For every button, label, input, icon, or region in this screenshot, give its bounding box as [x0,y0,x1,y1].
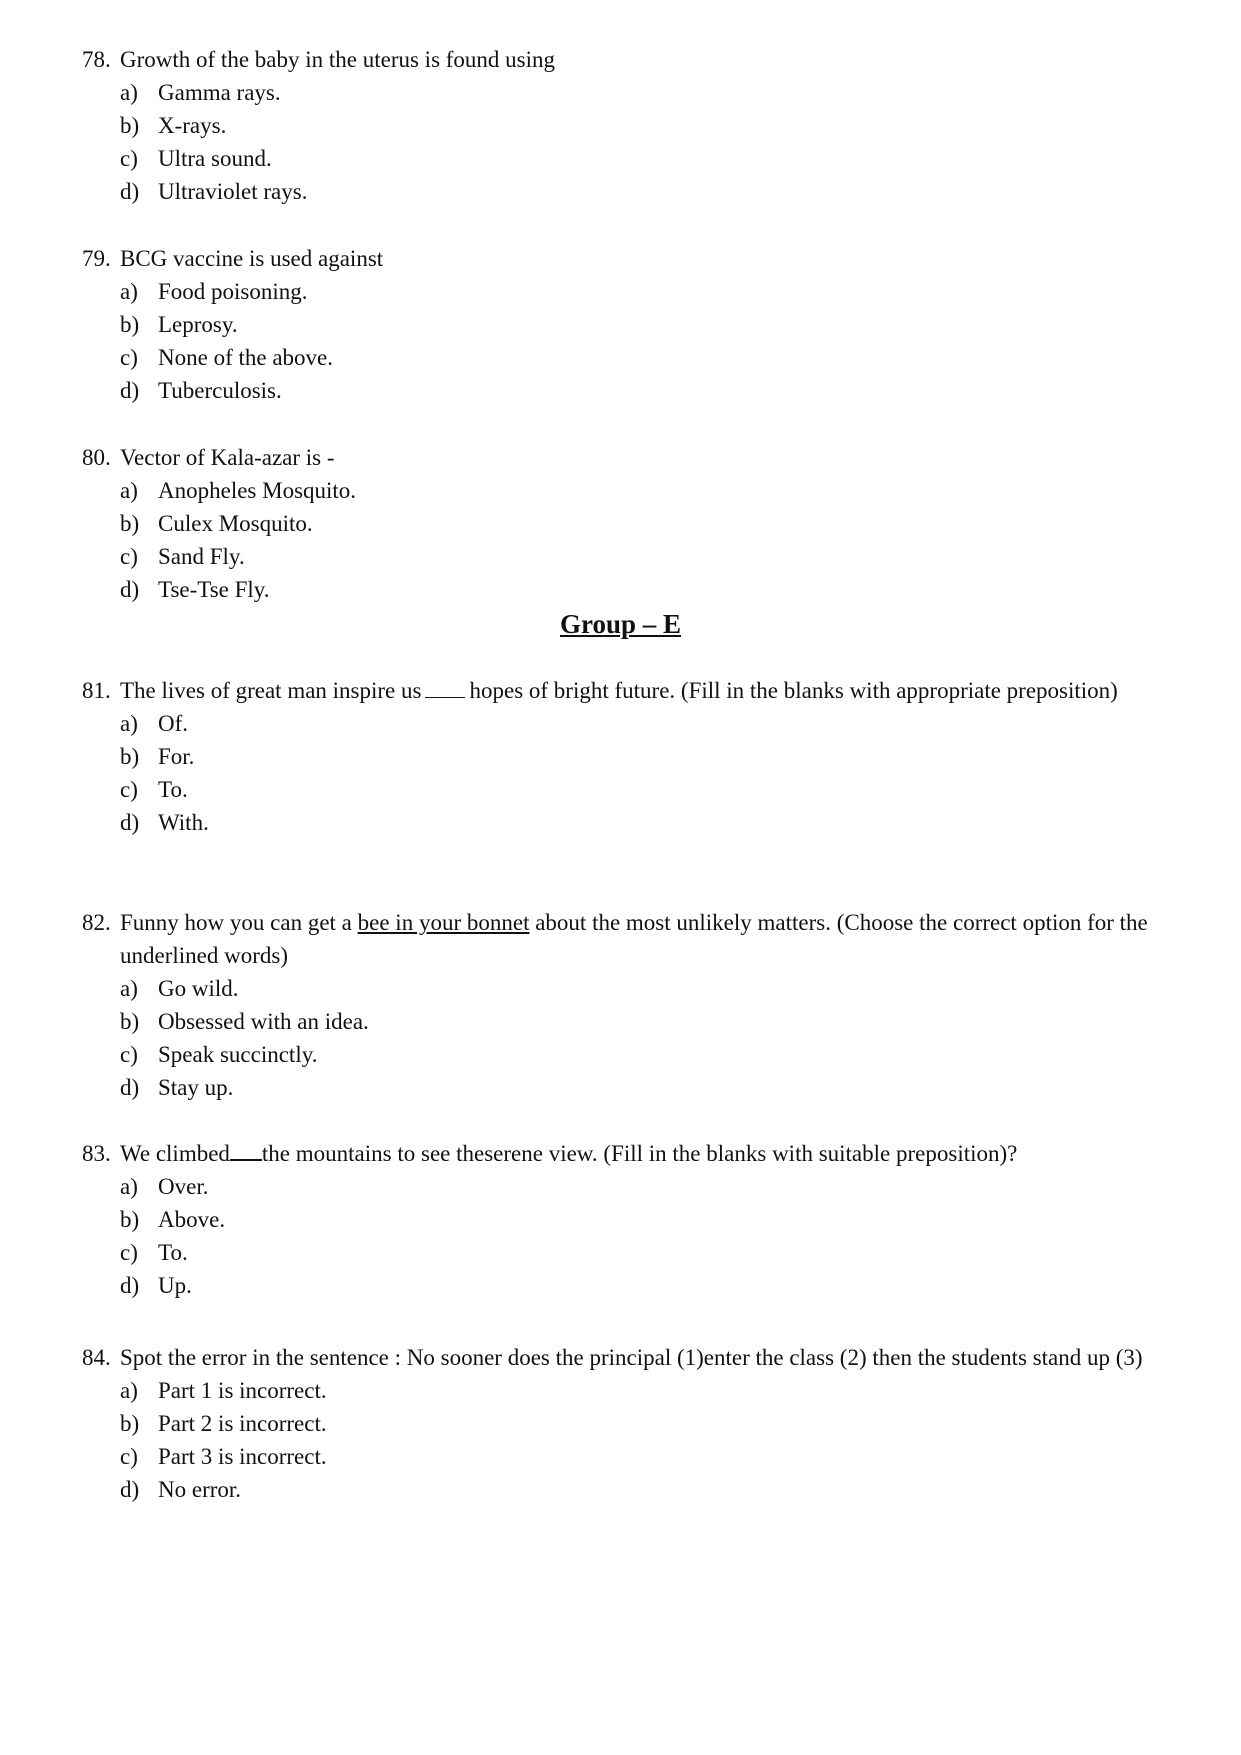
option-text: Speak succinctly. [158,1042,318,1067]
option-d [120,1269,1162,1302]
question-82 [82,906,1162,1104]
option-b [120,1407,1162,1440]
option-text: Part 3 is incorrect. [158,1444,327,1469]
option-text: Go wild. [158,976,239,1001]
option-text: Part 1 is incorrect. [158,1378,327,1403]
option-text: Up. [158,1273,192,1298]
option-letter: b) [120,1009,140,1034]
option-text: Over. [158,1174,209,1199]
option-c [120,1038,1162,1071]
option-text: To. [158,1240,188,1265]
option-text: Food poisoning. [158,279,308,304]
question-text-before: Funny how you can get a [120,910,352,935]
option-text: Above. [158,1207,226,1232]
question-text: Spot the error in the sentence : No sooner does the principal (1)enter the class (2) then the students stand up (3) [120,1345,1143,1370]
option-letter: d) [120,1477,140,1502]
option-text: Of. [158,711,189,736]
option-c [120,540,1162,573]
option-text: Obsessed with an idea. [158,1009,369,1034]
option-b [120,507,1162,540]
question-81 [82,674,1162,839]
option-letter: c) [120,1042,138,1067]
option-letter: a) [120,478,138,503]
option-c [120,773,1162,806]
option-a [120,275,1162,308]
question-80 [82,441,1162,606]
option-text: Ultraviolet rays. [158,179,308,204]
option-c [120,142,1162,175]
option-letter: c) [120,1240,138,1265]
question-79 [82,242,1162,407]
option-text: Gamma rays. [158,80,281,105]
option-letter: d) [120,179,140,204]
question-number: 80. [82,445,111,470]
option-text: Culex Mosquito. [158,511,313,536]
option-d [120,175,1162,208]
option-letter: b) [120,744,140,769]
option-text: None of the above. [158,345,333,370]
question-number: 81. [82,678,111,703]
option-text: Leprosy. [158,312,238,337]
option-letter: a) [120,1378,138,1403]
option-c [120,1236,1162,1269]
option-letter: c) [120,544,138,569]
option-a [120,1374,1162,1407]
option-text: No error. [158,1477,242,1502]
option-letter: b) [120,113,140,138]
option-d [120,573,1162,606]
question-text [120,674,1162,707]
option-text: To. [158,777,188,802]
fill-blank [230,1139,262,1161]
option-a [120,76,1162,109]
option-letter: c) [120,1444,138,1469]
option-letter: d) [120,1273,140,1298]
question-text: BCG vaccine is used against [120,246,384,271]
option-a [120,474,1162,507]
question-text-before: We climbed [120,1141,230,1166]
option-text: Tuberculosis. [158,378,282,403]
option-c [120,1440,1162,1473]
option-letter: d) [120,577,140,602]
option-text: X-rays. [158,113,227,138]
option-letter: a) [120,279,138,304]
option-text: Sand Fly. [158,544,245,569]
question-83 [82,1137,1162,1302]
option-text: For. [158,744,195,769]
question-text-after: about the most unlikely matters. (Choose the correct option for the underlined words) [120,910,1148,968]
fill-blank [425,677,465,698]
question-78 [82,43,1162,208]
question-number: 83. [82,1141,111,1166]
question-text: Vector of Kala-azar is - [120,445,335,470]
option-letter: a) [120,711,138,736]
option-b [120,1203,1162,1236]
option-letter: b) [120,1207,140,1232]
option-text: Part 2 is incorrect. [158,1411,327,1436]
option-text: Ultra sound. [158,146,272,171]
option-text: Anopheles Mosquito. [158,478,357,503]
option-b [120,308,1162,341]
option-c [120,341,1162,374]
option-letter: d) [120,810,140,835]
question-number: 84. [82,1345,111,1370]
group-heading [0,606,1241,642]
question-84 [82,1341,1162,1506]
option-a [120,707,1162,740]
option-text: Stay up. [158,1075,234,1100]
option-b [120,740,1162,773]
option-letter: a) [120,1174,138,1199]
option-letter: a) [120,80,138,105]
option-d [120,374,1162,407]
option-letter: c) [120,146,138,171]
option-text: With. [158,810,209,835]
question-text-before: The lives of great man inspire us [120,678,422,703]
group-heading-text: Group – E [559,609,682,639]
question-text: Growth of the baby in the uterus is found using [120,47,556,72]
option-letter: d) [120,1075,140,1100]
option-b [120,109,1162,142]
option-d [120,1473,1162,1506]
option-a [120,1170,1162,1203]
option-letter: c) [120,777,138,802]
option-b [120,1005,1162,1038]
option-d [120,1071,1162,1104]
option-text: Tse-Tse Fly. [158,577,270,602]
question-number: 78. [82,47,111,72]
question-number: 82. [82,910,111,935]
option-d [120,806,1162,839]
question-number: 79. [82,246,111,271]
option-letter: b) [120,1411,140,1436]
underlined-phrase: bee in your bonnet [357,910,530,935]
question-text [120,906,1162,972]
question-text-after: hopes of bright future. (Fill in the blanks with appropriate preposition) [469,678,1118,703]
option-letter: b) [120,312,140,337]
option-letter: c) [120,345,138,370]
question-text-after: the mountains to see theserene view. (Fill in the blanks with suitable preposition)? [261,1141,1018,1166]
option-letter: a) [120,976,138,1001]
option-a [120,972,1162,1005]
option-letter: b) [120,511,140,536]
option-letter: d) [120,378,140,403]
question-text [120,1137,1162,1170]
